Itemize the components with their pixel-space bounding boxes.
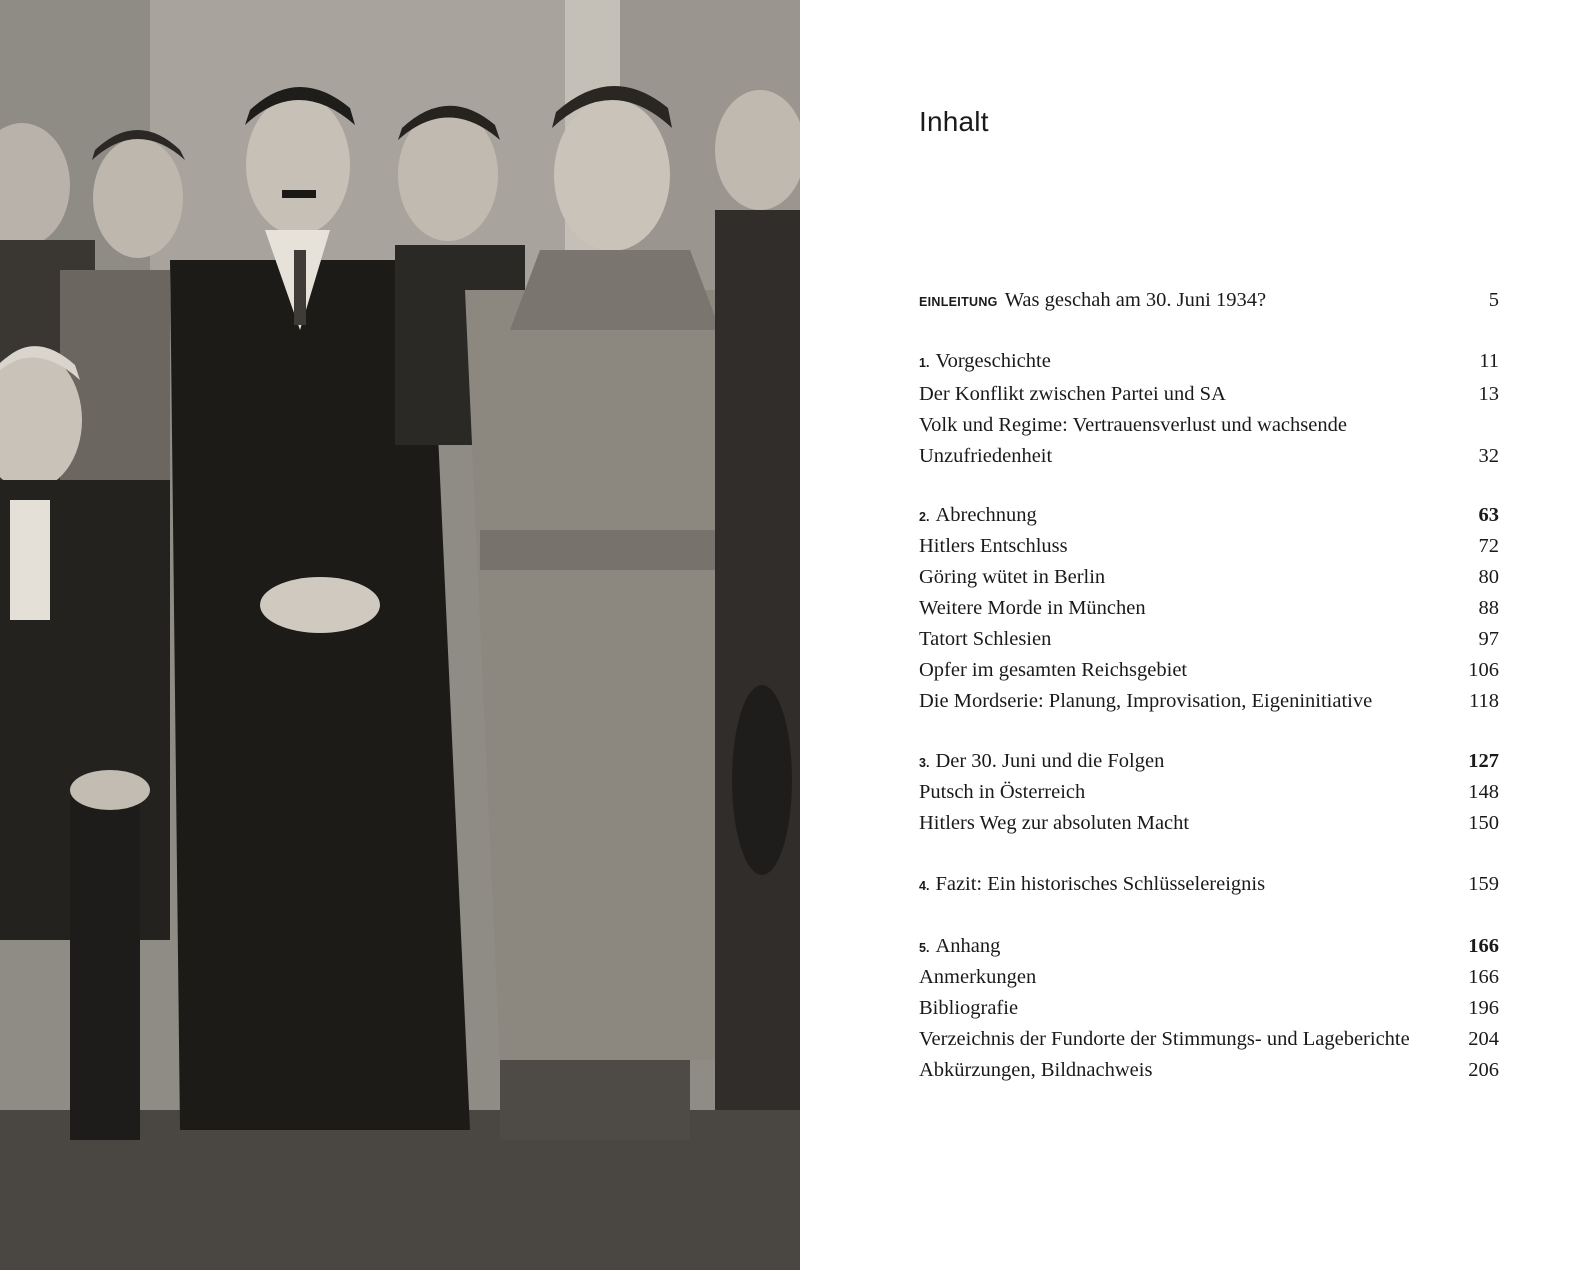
toc-chapter-3-sections [919,777,1499,839]
chapter-label: Abrechnung [935,504,1037,526]
chapter-number: 3. [919,756,930,770]
toc-section-continued [919,441,1499,472]
section-label: Der Konflikt zwischen Partei und SA [919,383,1226,405]
section-label: Verzeichnis der Fundorte der Stimmungs- und Lageberichte [919,1028,1410,1050]
section-label: Weitere Morde in München [919,597,1146,619]
toc-page-number: 159 [1468,873,1499,895]
toc-page [800,0,1595,1270]
section-label: Hitlers Entschluss [919,535,1068,557]
chapter-label: Anhang [935,935,1001,957]
chapter-number: 5. [919,941,930,955]
toc-section [919,808,1499,839]
page-title: Inhalt [919,106,989,137]
section-label: Abkürzungen, Bildnachweis [919,1059,1153,1081]
toc-page-number: 11 [1479,350,1499,372]
toc-section [919,562,1499,593]
chapter-number: 1. [919,356,930,370]
toc-chapter-2 [919,500,1499,533]
toc-page-number: 80 [1478,566,1499,588]
chapter-number: 2. [919,510,930,524]
section-label: Bibliografie [919,997,1019,1019]
toc-section [919,686,1499,717]
toc-chapter-3 [919,746,1499,779]
section-label: Die Mordserie: Planung, Improvisation, Eigeninitiative [919,690,1373,712]
toc-chapter-4 [919,869,1499,902]
toc-page-number: 106 [1468,659,1499,681]
chapter-label: Vorgeschichte [935,350,1051,372]
toc-chapter-1 [919,346,1499,472]
toc-page-number: 148 [1468,781,1499,803]
toc-page-number: 5 [1488,289,1499,311]
toc-page-number: 166 [1468,935,1499,957]
toc-entry-label: Was geschah am 30. Juni 1934? [1004,289,1267,311]
toc-section [919,1055,1499,1086]
toc-section [919,379,1499,410]
section-label: Volk und Regime: Vertrauensverlust und wachsende [919,414,1347,436]
toc-page-number: 32 [1478,445,1499,467]
chapter-number: 4. [919,879,930,893]
toc-chapter-2-sections [919,531,1499,717]
toc-page-number: 72 [1478,535,1499,557]
toc-page-number: 63 [1478,504,1499,526]
toc-page-number: 88 [1478,597,1499,619]
toc-page-number: 118 [1469,690,1499,712]
toc-section [919,593,1499,624]
toc-section [919,410,1499,441]
toc-section [919,624,1499,655]
toc-entry-einleitung [919,285,1499,318]
toc-page-number: 166 [1468,966,1499,988]
toc-page-number: 97 [1478,628,1499,650]
toc-page-number: 13 [1478,383,1499,405]
chapter-label: Der 30. Juni und die Folgen [935,750,1165,772]
section-label: Göring wütet in Berlin [919,566,1106,588]
toc-section [919,1024,1499,1055]
chapter-label: Fazit: Ein historisches Schlüsselereignis [935,873,1266,895]
toc-chapter-5-sections [919,962,1499,1086]
section-label: Hitlers Weg zur absoluten Macht [919,812,1190,834]
toc-chapter-5 [919,931,1499,964]
toc-page-number: 206 [1468,1059,1499,1081]
section-label: Putsch in Österreich [919,781,1086,803]
toc-section [919,531,1499,562]
section-label: Opfer im gesamten Reichsgebiet [919,659,1188,681]
section-label: Anmerkungen [919,966,1037,988]
section-label-line2: Unzufriedenheit [919,445,1053,467]
toc-kicker: EINLEITUNG [919,295,998,309]
toc-page-number: 150 [1468,812,1499,834]
toc-page-number: 204 [1468,1028,1499,1050]
toc-section [919,962,1499,993]
toc-section [919,993,1499,1024]
toc-page-number: 127 [1468,750,1499,772]
toc-page-number: 196 [1468,997,1499,1019]
toc-section [919,777,1499,808]
section-label: Tatort Schlesien [919,628,1052,650]
toc-section [919,655,1499,686]
